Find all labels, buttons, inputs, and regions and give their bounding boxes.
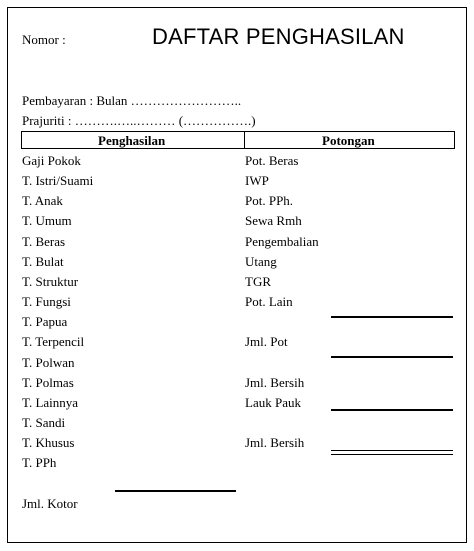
penghasilan-item: T. Istri/Suami bbox=[22, 173, 94, 188]
prajuriti-field: Prajuriti : ……….…..……… (…………….) bbox=[22, 113, 256, 128]
potongan-item: Pot. Beras bbox=[245, 153, 299, 168]
table-header bbox=[21, 131, 455, 149]
penghasilan-item: T. Sandi bbox=[22, 415, 66, 430]
header-divider bbox=[244, 132, 245, 148]
penghasilan-item: T. Terpencil bbox=[22, 334, 85, 349]
page-title: DAFTAR PENGHASILAN bbox=[152, 24, 405, 49]
pembayaran-field: Pembayaran : Bulan …………………….. bbox=[22, 93, 242, 108]
potongan-item: Pot. PPh. bbox=[245, 193, 294, 208]
potongan-item: Pengembalian bbox=[245, 234, 319, 249]
potongan-item: Pot. Lain bbox=[245, 294, 293, 309]
penghasilan-item: Gaji Pokok bbox=[22, 153, 81, 168]
penghasilan-item: T. Lainnya bbox=[22, 395, 79, 410]
kotor-total-line bbox=[115, 490, 236, 492]
potongan-item: Sewa Rmh bbox=[245, 213, 302, 228]
jml-pot-line bbox=[331, 356, 453, 358]
jml-pot-label: Jml. Pot bbox=[245, 334, 288, 349]
potongan-item: Utang bbox=[245, 254, 277, 269]
potongan-item: TGR bbox=[245, 274, 271, 289]
penghasilan-item: T. Polmas bbox=[22, 375, 74, 390]
penghasilan-item: T. Anak bbox=[22, 193, 63, 208]
potongan-header: Potongan bbox=[322, 133, 375, 148]
jml-bersih-final-label: Jml. Bersih bbox=[245, 435, 305, 450]
penghasilan-item: T. Beras bbox=[22, 234, 66, 249]
penghasilan-header: Penghasilan bbox=[98, 133, 166, 148]
penghasilan-item: T. Fungsi bbox=[22, 294, 71, 309]
jml-bersih-label: Jml. Bersih bbox=[245, 375, 305, 390]
potongan-item: IWP bbox=[245, 173, 269, 188]
penghasilan-item: T. Papua bbox=[22, 314, 68, 329]
penghasilan-item: T. Polwan bbox=[22, 355, 75, 370]
penghasilan-item: T. Bulat bbox=[22, 254, 64, 269]
lauk-pauk-line bbox=[331, 409, 453, 411]
penghasilan-item: T. PPh bbox=[22, 455, 57, 470]
nomor-label: Nomor : bbox=[22, 32, 66, 47]
penghasilan-item: T. Struktur bbox=[22, 274, 79, 289]
penghasilan-item: T. Umum bbox=[22, 213, 72, 228]
penghasilan-item: T. Khusus bbox=[22, 435, 75, 450]
lauk-pauk-label: Lauk Pauk bbox=[245, 395, 301, 410]
jml-kotor-label: Jml. Kotor bbox=[22, 496, 78, 511]
final-double-line bbox=[331, 450, 453, 455]
potongan-total-line bbox=[331, 316, 453, 318]
